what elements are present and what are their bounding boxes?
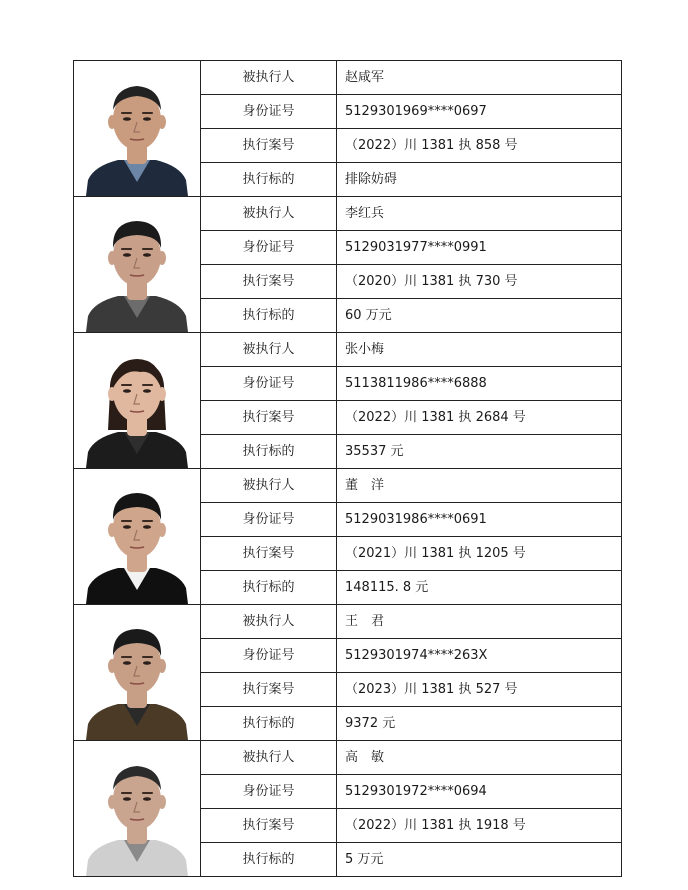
left-eyebrow-shape xyxy=(121,248,132,250)
record-row-name xyxy=(74,197,622,231)
photo-cell xyxy=(74,61,201,197)
field-label-name: 被执行人 xyxy=(201,605,337,639)
right-eyebrow-shape xyxy=(142,656,153,658)
field-value-name: 赵咸军 xyxy=(337,61,622,95)
left-eye-shape xyxy=(123,797,131,801)
left-eye-shape xyxy=(123,253,131,257)
field-label-id: 身份证号 xyxy=(201,231,337,265)
field-value-id: 5129031977****0991 xyxy=(337,231,622,265)
field-value-target: 60 万元 xyxy=(337,299,622,333)
field-value-name: 高 敏 xyxy=(337,741,622,775)
right-eye-shape xyxy=(143,253,151,257)
field-label-id: 身份证号 xyxy=(201,775,337,809)
right-eyebrow-shape xyxy=(142,792,153,794)
left-eyebrow-shape xyxy=(121,384,132,386)
person-photo xyxy=(84,480,190,604)
field-value-id: 5129031986****0691 xyxy=(337,503,622,537)
record-row-name xyxy=(74,605,622,639)
right-eye-shape xyxy=(143,525,151,529)
person-photo xyxy=(84,752,190,876)
record-row-name xyxy=(74,741,622,775)
field-label-target: 执行标的 xyxy=(201,707,337,741)
field-label-case: 执行案号 xyxy=(201,537,337,571)
records-table-body xyxy=(74,61,622,877)
record-row-name xyxy=(74,61,622,95)
field-value-case: （2021）川 1381 执 1205 号 xyxy=(337,537,622,571)
field-label-target: 执行标的 xyxy=(201,571,337,605)
field-value-name: 李红兵 xyxy=(337,197,622,231)
field-value-case: （2020）川 1381 执 730 号 xyxy=(337,265,622,299)
field-label-target: 执行标的 xyxy=(201,435,337,469)
field-label-target: 执行标的 xyxy=(201,843,337,877)
person-photo xyxy=(84,344,190,468)
right-eye-shape xyxy=(143,117,151,121)
field-label-case: 执行案号 xyxy=(201,265,337,299)
person-photo xyxy=(84,208,190,332)
field-label-name: 被执行人 xyxy=(201,741,337,775)
left-eyebrow-shape xyxy=(121,792,132,794)
field-value-name: 董 洋 xyxy=(337,469,622,503)
photo-cell xyxy=(74,469,201,605)
field-label-case: 执行案号 xyxy=(201,809,337,843)
field-label-target: 执行标的 xyxy=(201,299,337,333)
field-label-id: 身份证号 xyxy=(201,639,337,673)
field-value-target: 35537 元 xyxy=(337,435,622,469)
photo-cell xyxy=(74,741,201,877)
field-label-name: 被执行人 xyxy=(201,197,337,231)
field-value-name: 王 君 xyxy=(337,605,622,639)
field-value-name: 张小梅 xyxy=(337,333,622,367)
right-eyebrow-shape xyxy=(142,384,153,386)
field-value-case: （2022）川 1381 执 858 号 xyxy=(337,129,622,163)
left-eyebrow-shape xyxy=(121,520,132,522)
field-label-name: 被执行人 xyxy=(201,469,337,503)
enforcement-records-table xyxy=(73,60,622,877)
field-label-name: 被执行人 xyxy=(201,61,337,95)
field-label-name: 被执行人 xyxy=(201,333,337,367)
right-eye-shape xyxy=(143,661,151,665)
photo-cell xyxy=(74,605,201,741)
right-eye-shape xyxy=(143,797,151,801)
person-photo xyxy=(84,616,190,740)
record-row-name xyxy=(74,469,622,503)
field-value-target: 排除妨碍 xyxy=(337,163,622,197)
field-value-target: 9372 元 xyxy=(337,707,622,741)
left-eye-shape xyxy=(123,661,131,665)
record-row-name xyxy=(74,333,622,367)
right-eyebrow-shape xyxy=(142,520,153,522)
field-label-case: 执行案号 xyxy=(201,401,337,435)
field-label-target: 执行标的 xyxy=(201,163,337,197)
left-eyebrow-shape xyxy=(121,656,132,658)
field-value-case: （2022）川 1381 执 2684 号 xyxy=(337,401,622,435)
field-value-target: 5 万元 xyxy=(337,843,622,877)
field-label-id: 身份证号 xyxy=(201,367,337,401)
right-eyebrow-shape xyxy=(142,112,153,114)
field-label-id: 身份证号 xyxy=(201,503,337,537)
field-value-case: （2023）川 1381 执 527 号 xyxy=(337,673,622,707)
field-label-case: 执行案号 xyxy=(201,129,337,163)
right-eyebrow-shape xyxy=(142,248,153,250)
photo-cell xyxy=(74,197,201,333)
person-photo xyxy=(84,72,190,196)
field-value-target: 148115. 8 元 xyxy=(337,571,622,605)
left-eyebrow-shape xyxy=(121,112,132,114)
left-eye-shape xyxy=(123,389,131,393)
right-eye-shape xyxy=(143,389,151,393)
left-eye-shape xyxy=(123,117,131,121)
field-value-id: 5129301974****263X xyxy=(337,639,622,673)
field-value-id: 5129301972****0694 xyxy=(337,775,622,809)
field-label-case: 执行案号 xyxy=(201,673,337,707)
photo-cell xyxy=(74,333,201,469)
left-eye-shape xyxy=(123,525,131,529)
field-value-id: 5129301969****0697 xyxy=(337,95,622,129)
field-label-id: 身份证号 xyxy=(201,95,337,129)
field-value-case: （2022）川 1381 执 1918 号 xyxy=(337,809,622,843)
field-value-id: 5113811986****6888 xyxy=(337,367,622,401)
